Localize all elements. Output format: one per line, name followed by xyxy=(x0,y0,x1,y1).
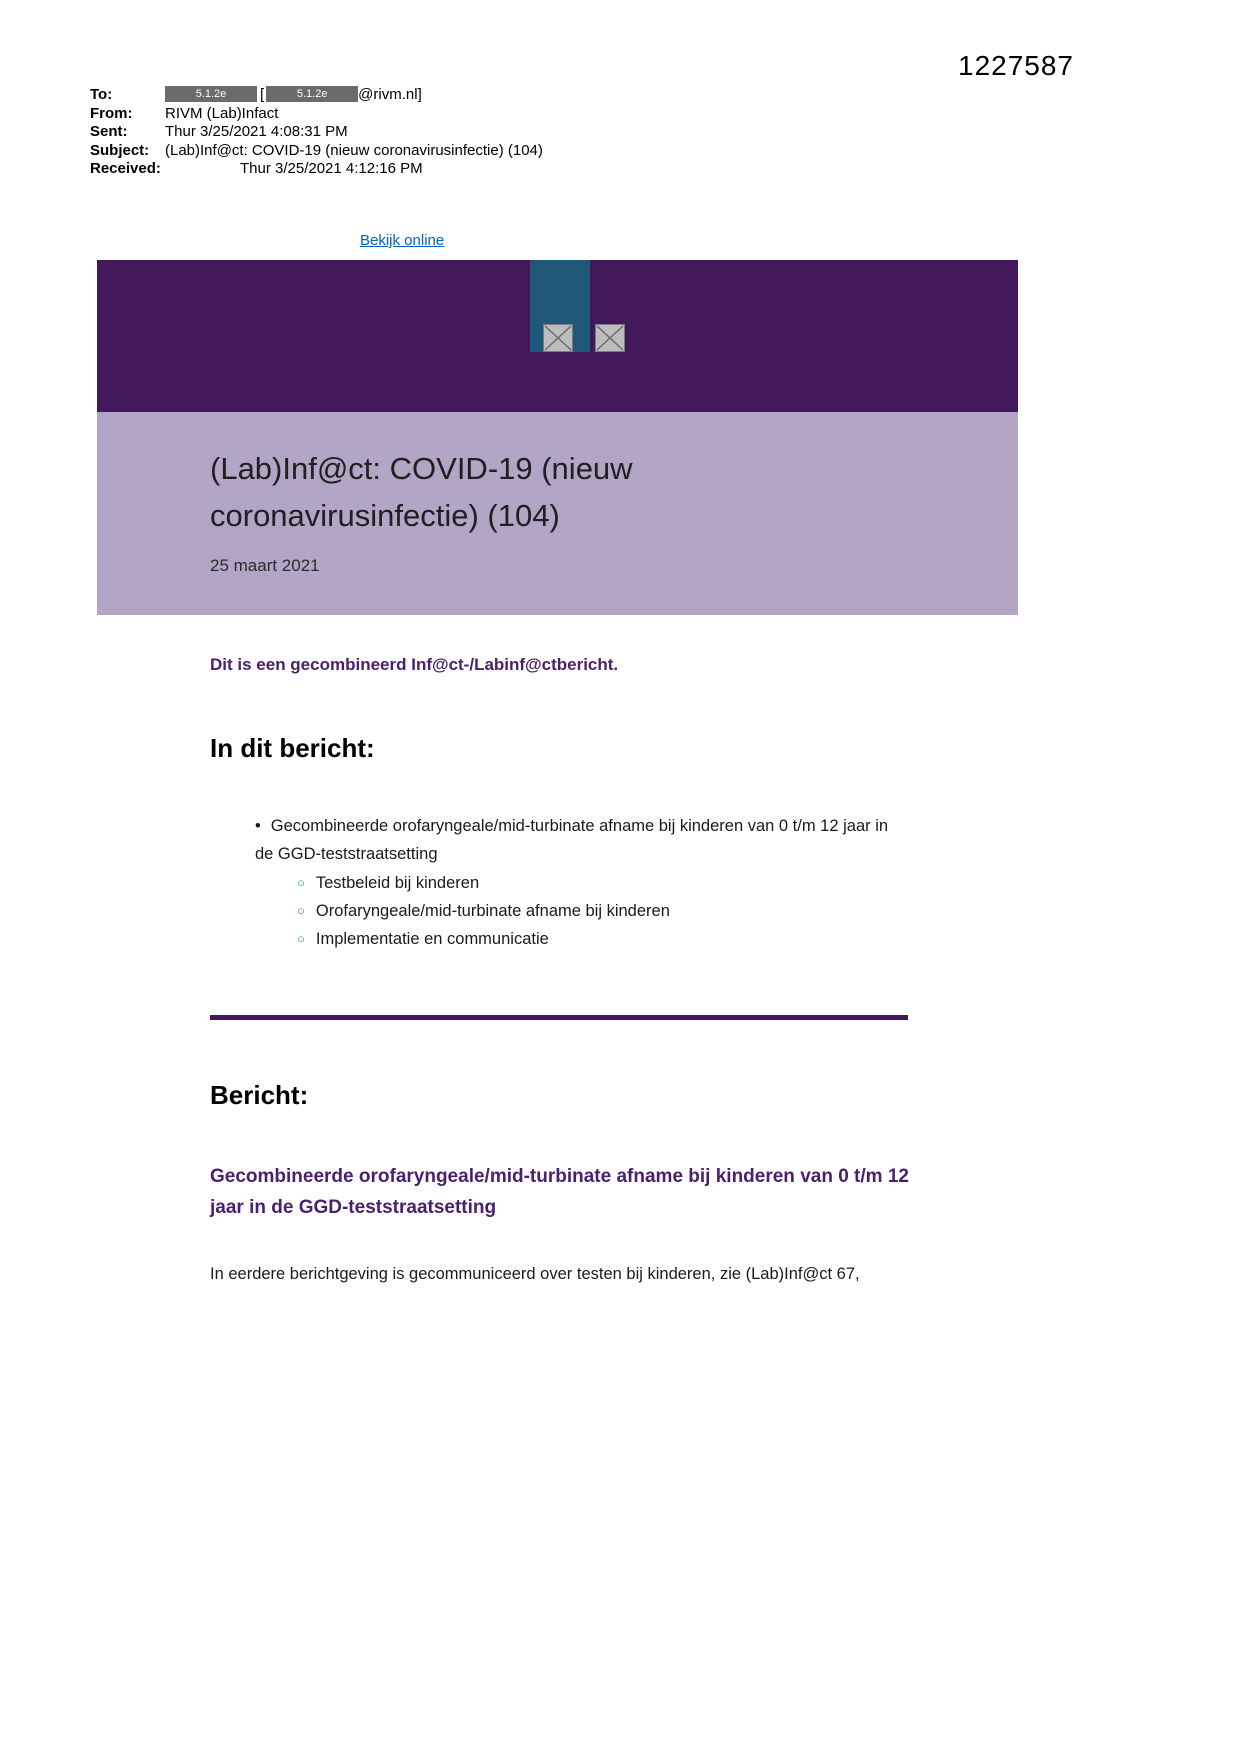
toc-sub-item-text: Implementatie en communicatie xyxy=(315,930,549,948)
toc-item xyxy=(210,812,900,868)
header-row-sent xyxy=(90,123,543,142)
document-number: 1227587 xyxy=(958,50,1075,81)
header-row-from xyxy=(90,105,543,124)
newsletter-banner xyxy=(97,260,1018,615)
sent-value: Thur 3/25/2021 4:08:31 PM xyxy=(165,123,348,140)
broken-image-icon xyxy=(543,324,573,352)
section-divider xyxy=(210,1015,908,1020)
toc-sub-item-text: Testbeleid bij kinderen xyxy=(315,874,480,892)
toc-sub-item xyxy=(210,869,930,897)
circle-bullet-icon: ○ xyxy=(297,931,305,946)
redaction-box: 5.1.2e xyxy=(266,86,358,102)
toc-item-text: Gecombineerde orofaryngeale/mid-turbinate afname bij kinderen van 0 t/m 12 jaar in de GGD-teststraatsetting xyxy=(255,817,889,863)
from-label: From: xyxy=(90,104,133,122)
header-row-to xyxy=(90,86,543,105)
toc-list xyxy=(210,812,930,953)
broken-image-icon xyxy=(595,324,625,352)
toc-sub-item-text: Orofaryngeale/mid-turbinate afname bij kinderen xyxy=(315,902,670,920)
message-section-title: Gecombineerde orofaryngeale/mid-turbinate afname bij kinderen van 0 t/m 12 jaar in de GGD-teststraatsetting xyxy=(210,1166,909,1218)
to-label: To: xyxy=(90,86,113,103)
circle-bullet-icon: ○ xyxy=(297,903,305,918)
email-body xyxy=(210,615,930,1284)
redaction-box: 5.1.2e xyxy=(165,86,257,102)
subject-value: (Lab)Inf@ct: COVID-19 (nieuw coronavirusinfectie) (104) xyxy=(165,141,543,159)
view-online-container xyxy=(360,232,444,249)
from-value: RIVM (Lab)Infact xyxy=(165,104,279,122)
received-value: Thur 3/25/2021 4:12:16 PM xyxy=(240,160,423,177)
bracket-text: [ xyxy=(260,86,265,103)
toc-sub-item xyxy=(210,897,930,925)
received-label: Received: xyxy=(90,160,161,177)
newsletter-date: 25 maart 2021 xyxy=(210,556,320,575)
to-domain-text: @rivm.nl] xyxy=(358,86,422,103)
banner-dark-band xyxy=(97,260,1018,412)
header-row-received xyxy=(90,160,543,179)
message-heading: Bericht: xyxy=(210,1080,309,1110)
toc-sub-item xyxy=(210,925,930,953)
sent-label: Sent: xyxy=(90,123,128,140)
email-header xyxy=(90,86,543,179)
header-row-subject xyxy=(90,142,543,161)
view-online-link[interactable]: Bekijk online xyxy=(360,232,445,249)
toc-heading: In dit bericht: xyxy=(210,733,375,763)
message-paragraph: In eerdere berichtgeving is gecommuniceerd over testen bij kinderen, zie (Lab)Inf@ct 67, xyxy=(210,1265,860,1283)
bullet-icon: • xyxy=(255,817,261,835)
toc-sublist xyxy=(210,869,930,953)
subject-label: Subject: xyxy=(90,141,150,159)
to-value xyxy=(165,86,422,105)
newsletter-title: (Lab)Inf@ct: COVID-19 (nieuw coronavirusinfectie) (104) xyxy=(210,451,633,533)
intro-line: Dit is een gecombineerd Inf@ct-/Labinf@ctbericht. xyxy=(210,655,619,674)
banner-title-band xyxy=(97,412,1018,615)
circle-bullet-icon: ○ xyxy=(297,875,305,890)
